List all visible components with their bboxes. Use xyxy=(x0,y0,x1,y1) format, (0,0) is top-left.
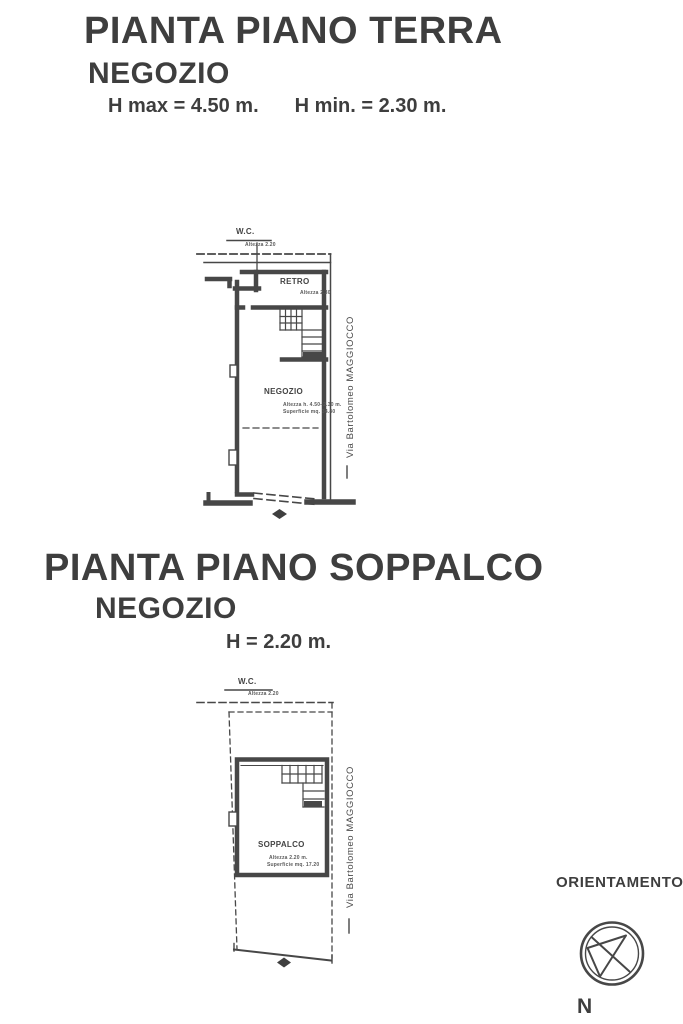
terra-title: PIANTA PIANO TERRA xyxy=(84,10,503,52)
soppalco-subtitle: NEGOZIO xyxy=(95,592,237,625)
north-label: N xyxy=(577,995,593,1018)
pilaster xyxy=(229,812,237,826)
soppalco-note1: Altezza 2.20 m. xyxy=(269,855,308,861)
compass-icon xyxy=(570,912,660,1002)
stairs-terra xyxy=(280,310,322,357)
compass-needle xyxy=(588,936,627,977)
terra-negozio-note1: Altezza h. 4.50–2.30 m. xyxy=(283,402,342,408)
terra-retro-note: Altezza 2.30 xyxy=(300,290,331,296)
terra-negozio-note2: Superficie mq. 34.40 xyxy=(283,409,336,415)
lower-floor-dashed-outline xyxy=(229,703,332,958)
terra-retro-label: RETRO xyxy=(280,277,310,286)
compass-inner-circle xyxy=(586,927,639,980)
storefront-dashed-1 xyxy=(254,493,316,499)
pilaster-1 xyxy=(230,365,237,377)
stair-landing-shade xyxy=(303,352,322,358)
compass-cross-line xyxy=(592,937,630,972)
soppalco-height: H = 2.20 m. xyxy=(226,631,332,653)
soppalco-room-label: SOPPALCO xyxy=(258,840,305,849)
soppalco-street-label: Via Bartolomeo MAGGIOCCO xyxy=(345,766,356,908)
soppalco-title: PIANTA PIANO SOPPALCO xyxy=(44,547,544,589)
neighbor-wall xyxy=(207,279,230,286)
walls xyxy=(207,272,326,497)
soppalco-wc-label: W.C. xyxy=(238,677,257,686)
terra-subtitle: NEGOZIO xyxy=(88,57,230,90)
terra-negozio-label: NEGOZIO xyxy=(264,387,303,396)
plan-soppalco-drawing xyxy=(195,670,370,980)
stairs-soppalco xyxy=(282,766,324,808)
pilaster-2 xyxy=(229,450,237,465)
terra-wc-label: W.C. xyxy=(236,227,255,236)
terra-heights xyxy=(108,95,446,118)
entrance-marker-diamond xyxy=(277,958,291,968)
soppalco-wc-note: Altezza 2.20 xyxy=(248,691,279,697)
soppalco-note2: Superficie mq. 17.20 xyxy=(267,862,320,868)
terra-wc-note: Altezza 2.20 xyxy=(245,242,276,248)
orientation-label: ORIENTAMENTO xyxy=(556,874,683,891)
plan-terra-drawing xyxy=(190,222,365,527)
terra-h-max: H max = 4.50 m. xyxy=(108,95,259,117)
terra-h-min: H min. = 2.30 m. xyxy=(294,95,447,117)
entrance-marker-diamond xyxy=(272,509,287,519)
terra-street-label: Via Bartolomeo MAGGIOCCO xyxy=(345,316,356,458)
stair-landing-shade xyxy=(304,801,322,807)
